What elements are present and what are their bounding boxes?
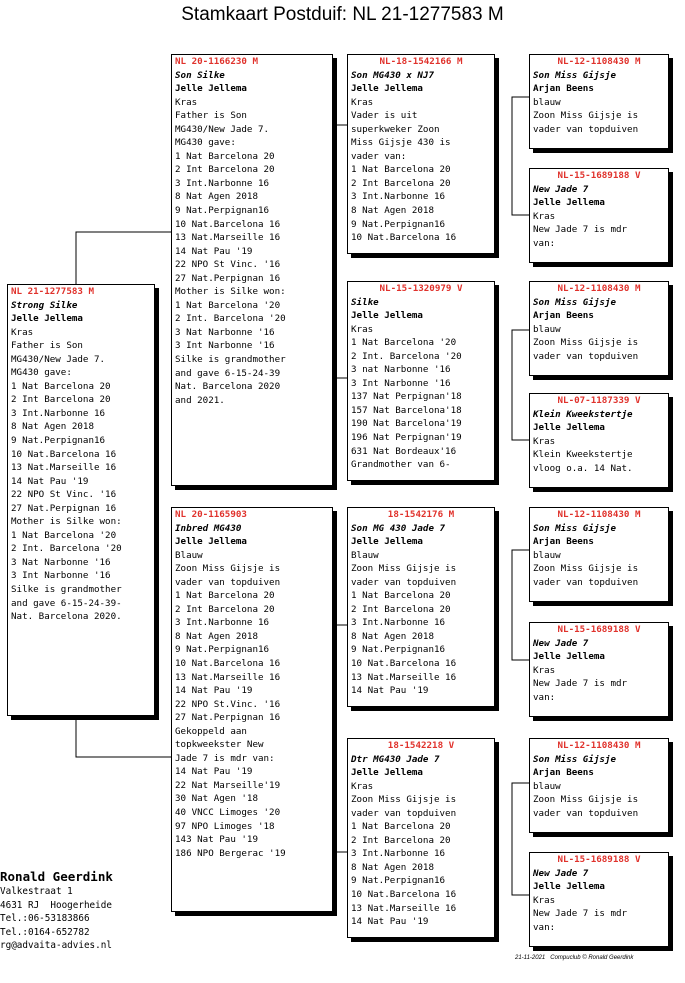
remark-line: 14 Nat Pau '19 <box>175 766 253 778</box>
ring-number: NL 20-1166230 M <box>175 56 258 67</box>
remark-line: Zoon Miss Gijsje is <box>533 794 639 806</box>
mfm-card <box>529 622 669 717</box>
remark-line: New Jade 7 is mdr <box>533 678 628 690</box>
breeder-name: Jelle Jellema <box>175 536 247 548</box>
remark-line: 2 Int Barcelona 20 <box>351 177 451 189</box>
remark-line: 2 Int Barcelona 20 <box>175 164 275 176</box>
remark-line: 1 Nat Barcelona '20 <box>351 337 457 349</box>
pigeon-color: blauw <box>533 549 561 561</box>
remark-line: 3 Int.Narbonne 16 <box>351 617 446 629</box>
breeder-name: Jelle Jellema <box>351 310 423 322</box>
remark-line: 14 Nat Pau '19 <box>11 475 89 487</box>
mmf-card <box>529 738 669 833</box>
ring-number: NL-12-1108430 M <box>557 740 641 751</box>
remark-line: 10 Nat.Barcelona 16 <box>351 658 457 670</box>
remark-line: 14 Nat Pau '19 <box>351 916 429 928</box>
pigeon-color: blauw <box>533 323 561 335</box>
ring-number: NL-15-1689188 V <box>557 170 641 181</box>
remark-line: vader van: <box>351 150 407 162</box>
owner-email: rg@advaita-advies.nl <box>0 940 112 952</box>
remark-line: 1 Nat Barcelona 20 <box>351 590 451 602</box>
remarks <box>351 109 491 244</box>
remarks <box>533 907 665 934</box>
remark-line: Vader is uit <box>351 110 418 122</box>
remark-line: Nat. Barcelona 2020 <box>175 381 281 393</box>
remarks <box>533 336 665 363</box>
fmf-card <box>529 281 669 376</box>
fmm-card <box>529 393 669 488</box>
pigeon-name: Dtr MG430 Jade 7 <box>351 753 440 765</box>
remark-line: 3 nat Narbonne '16 <box>351 364 451 376</box>
owner-name: Ronald Geerdink <box>0 869 113 884</box>
remark-line: Silke is grandmother <box>11 584 122 596</box>
remark-line: vloog o.a. 14 Nat. <box>533 462 633 474</box>
remark-line: 3 Int.Narbonne 16 <box>351 848 446 860</box>
remark-line: 9 Nat.Perpignan16 <box>175 205 270 217</box>
remark-line: 8 Nat Agen 2018 <box>351 205 434 217</box>
remark-line: Father is Son <box>175 110 247 122</box>
remark-line: 137 Nat Perpignan'18 <box>351 391 462 403</box>
pigeon-color: Kras <box>533 435 556 447</box>
remark-line: 13 Nat.Marseille 16 <box>351 671 457 683</box>
mff-card <box>529 507 669 602</box>
remark-line: 14 Nat Pau '19 <box>351 685 429 697</box>
remark-line: 14 Nat Pau '19 <box>175 245 253 257</box>
pigeon-name: New Jade 7 <box>533 183 589 195</box>
remark-line: Zoon Miss Gijsje is <box>533 563 639 575</box>
remark-line: 2 Int. Barcelona '20 <box>175 313 286 325</box>
breeder-name: Jelle Jellema <box>533 651 605 663</box>
remark-line: 9 Nat.Perpignan16 <box>351 875 446 887</box>
breeder-name: Jelle Jellema <box>11 313 83 325</box>
father-mother-card <box>347 281 495 481</box>
pigeon-color: Kras <box>175 96 198 108</box>
pigeon-name: New Jade 7 <box>533 867 589 879</box>
remark-line: and 2021. <box>175 394 225 406</box>
pigeon-color: Kras <box>351 96 374 108</box>
pigeon-color: Kras <box>11 326 34 338</box>
ring-number: NL-12-1108430 M <box>557 283 641 294</box>
remark-line: vader van topduiven <box>351 807 457 819</box>
remark-line: 8 Nat Agen 2018 <box>175 191 258 203</box>
pigeon-name: Klein Kweekstertje <box>533 408 633 420</box>
remark-line: 13 Nat.Marseille 16 <box>175 232 281 244</box>
remarks <box>533 223 665 250</box>
remark-line: Klein Kweekstertje <box>533 449 633 461</box>
breeder-name: Arjan Beens <box>533 536 594 548</box>
remark-line: 3 Int.Narbonne 16 <box>175 177 270 189</box>
remark-line: 27 Nat.Perpignan 16 <box>11 502 117 514</box>
ring-number: 18-1542218 V <box>387 740 455 751</box>
mmm-card <box>529 852 669 947</box>
remark-line: New Jade 7 is mdr <box>533 908 628 920</box>
pigeon-color: Kras <box>533 894 556 906</box>
remark-line: vader van topduiven <box>533 123 639 135</box>
remark-line: 3 Int.Narbonne 16 <box>11 407 106 419</box>
remark-line: and gave 6-15-24-39- <box>11 597 122 609</box>
remark-line: Zoon Miss Gijsje is <box>533 337 639 349</box>
remarks <box>11 339 151 623</box>
remarks <box>351 793 491 928</box>
remark-line: 2 Int Barcelona 20 <box>351 834 451 846</box>
remark-line: MG430/New Jade 7. <box>11 353 106 365</box>
remark-line: 186 NPO Bergerac '19 <box>175 847 286 859</box>
pigeon-name: Silke <box>351 296 379 308</box>
remark-line: 157 Nat Barcelona'18 <box>351 404 462 416</box>
pigeon-name: Son Miss Gijsje <box>533 522 616 534</box>
pigeon-color: blauw <box>533 96 561 108</box>
remarks <box>533 109 665 136</box>
breeder-name: Arjan Beens <box>533 310 594 322</box>
remark-line: 10 Nat.Barcelona 16 <box>351 232 457 244</box>
remarks <box>175 562 329 860</box>
father-card <box>171 54 333 486</box>
remark-line: Zoon Miss Gijsje is <box>351 794 457 806</box>
father-father-card <box>347 54 495 254</box>
remark-line: 14 Nat Pau '19 <box>175 685 253 697</box>
remark-line: superkweker Zoon <box>351 123 440 135</box>
remark-line: 8 Nat Agen 2018 <box>175 630 258 642</box>
remark-line: 9 Nat.Perpignan16 <box>175 644 270 656</box>
remark-line: MG430 gave: <box>175 137 236 149</box>
remark-line: Nat. Barcelona 2020. <box>11 611 122 623</box>
breeder-name: Jelle Jellema <box>533 422 605 434</box>
pigeon-name: Strong Silke <box>11 299 78 311</box>
ring-number: NL-12-1108430 M <box>557 509 641 520</box>
remark-line: vader van topduiven <box>533 350 639 362</box>
pigeon-name: Son MG430 x NJ7 <box>351 69 434 81</box>
breeder-name: Arjan Beens <box>533 83 594 95</box>
remarks <box>533 448 665 475</box>
remark-line: Mother is Silke won: <box>175 286 286 298</box>
breeder-name: Jelle Jellema <box>175 83 247 95</box>
remark-line: 3 Int.Narbonne 16 <box>351 191 446 203</box>
mother-card <box>171 507 333 912</box>
remark-line: 10 Nat.Barcelona 16 <box>351 889 457 901</box>
remark-line: 3 Int Narbonne '16 <box>351 377 451 389</box>
remark-line: 3 Int.Narbonne 16 <box>175 617 270 629</box>
remark-line: 27 Nat.Perpignan 16 <box>175 272 281 284</box>
remark-line: vader van topduiven <box>351 576 457 588</box>
ring-number: NL-15-1689188 V <box>557 854 641 865</box>
remark-line: 2 Int Barcelona 20 <box>351 603 451 615</box>
ring-number: NL-07-1187339 V <box>557 395 641 406</box>
remark-line: 2 Int Barcelona 20 <box>11 394 111 406</box>
remark-line: 13 Nat.Marseille 16 <box>11 462 117 474</box>
remark-line: 631 Nat Bordeaux'16 <box>351 445 457 457</box>
pigeon-color: Kras <box>351 323 374 335</box>
pigeon-name: New Jade 7 <box>533 637 589 649</box>
remark-line: Zoon Miss Gijsje is <box>351 563 457 575</box>
remark-line: 9 Nat.Perpignan16 <box>11 435 106 447</box>
ring-number: NL-18-1542166 M <box>379 56 463 67</box>
remark-line: 8 Nat Agen 2018 <box>351 630 434 642</box>
remark-line: 1 Nat Barcelona 20 <box>175 150 275 162</box>
remark-line: 13 Nat.Marseille 16 <box>175 671 281 683</box>
remark-line: 190 Nat Barcelona'19 <box>351 418 462 430</box>
remark-line: 30 Nat Agen '18 <box>175 793 258 805</box>
pigeon-name: Son MG 430 Jade 7 <box>351 522 446 534</box>
remark-line: 3 Int Narbonne '16 <box>11 570 111 582</box>
owner-phone-mobile: Tel.:06-53183866 <box>0 913 90 925</box>
remark-line: MG430/New Jade 7. <box>175 123 270 135</box>
remark-line: 1 Nat Barcelona 20 <box>351 821 451 833</box>
remark-line: 10 Nat.Barcelona 16 <box>175 658 281 670</box>
remark-line: 1 Nat Barcelona '20 <box>175 299 281 311</box>
remark-line: van: <box>533 237 556 249</box>
breeder-name: Jelle Jellema <box>533 197 605 209</box>
remark-line: vader van topduiven <box>175 576 281 588</box>
remark-line: 8 Nat Agen 2018 <box>351 861 434 873</box>
breeder-name: Jelle Jellema <box>351 83 423 95</box>
breeder-name: Jelle Jellema <box>351 536 423 548</box>
pigeon-color: Kras <box>351 780 374 792</box>
remark-line: 22 NPO St Vinc. '16 <box>11 489 117 501</box>
remark-line: van: <box>533 921 556 933</box>
pigeon-color: Kras <box>533 664 556 676</box>
remark-line: New Jade 7 is mdr <box>533 224 628 236</box>
breeder-name: Jelle Jellema <box>533 881 605 893</box>
remark-line: and gave 6-15-24-39 <box>175 367 281 379</box>
fff-card <box>529 54 669 149</box>
ring-number: NL-12-1108430 M <box>557 56 641 67</box>
owner-city: 4631 RJ Hoogerheide <box>0 899 112 911</box>
remark-line: Jade 7 is mdr van: <box>175 752 275 764</box>
pigeon-name: Son Silke <box>175 69 225 81</box>
mother-father-card <box>347 507 495 707</box>
remark-line: Mother is Silke won: <box>11 516 122 528</box>
pigeon-color: Blauw <box>175 549 203 561</box>
ffm-card <box>529 168 669 263</box>
remark-line: 1 Nat Barcelona 20 <box>351 164 451 176</box>
remark-line: 2 Int. Barcelona '20 <box>351 350 462 362</box>
remark-line: 22 NPO St.Vinc. '16 <box>175 698 281 710</box>
remark-line: MG430 gave: <box>11 367 72 379</box>
pigeon-color: Kras <box>533 210 556 222</box>
remark-line: vader van topduiven <box>533 576 639 588</box>
breeder-name: Arjan Beens <box>533 767 594 779</box>
remark-line: 3 Nat Narbonne '16 <box>175 326 275 338</box>
pigeon-name: Son Miss Gijsje <box>533 296 616 308</box>
owner-info <box>0 869 113 953</box>
remark-line: vader van topduiven <box>533 807 639 819</box>
remark-line: 13 Nat.Marseille 16 <box>351 902 457 914</box>
remarks <box>533 677 665 704</box>
remark-line: topkweekster New <box>175 739 264 751</box>
remark-line: 196 Nat Perpignan'19 <box>351 432 462 444</box>
remark-line: 97 NPO Limoges '18 <box>175 820 275 832</box>
pigeon-name: Inbred MG430 <box>175 522 242 534</box>
remark-line: 22 Nat Marseille'19 <box>175 779 281 791</box>
remark-line: 9 Nat.Perpignan16 <box>351 644 446 656</box>
remark-line: 10 Nat.Barcelona 16 <box>11 448 117 460</box>
remark-line: Father is Son <box>11 340 83 352</box>
breeder-name: Jelle Jellema <box>351 767 423 779</box>
remark-line: 9 Nat.Perpignan16 <box>351 218 446 230</box>
mother-mother-card <box>347 738 495 938</box>
remark-line: Miss Gijsje 430 is <box>351 137 451 149</box>
remark-line: 1 Nat Barcelona 20 <box>11 380 111 392</box>
page-title: Stamkaart Postduif: NL 21-1277583 M <box>181 4 504 25</box>
remarks <box>351 562 491 697</box>
ring-number: NL 20-1165903 <box>175 509 247 520</box>
remark-line: Grandmother van 6- <box>351 459 451 471</box>
remarks <box>175 109 329 407</box>
remark-line: 27 Nat.Perpignan 16 <box>175 712 281 724</box>
remark-line: 8 Nat Agen 2018 <box>11 421 94 433</box>
remarks <box>351 336 491 471</box>
owner-address: Valkestraat 1 <box>0 886 73 897</box>
remark-line: 1 Nat Barcelona '20 <box>11 529 117 541</box>
ring-number: 18-1542176 M <box>387 509 455 520</box>
remark-line: 3 Int Narbonne '16 <box>175 340 275 352</box>
pigeon-color: blauw <box>533 780 561 792</box>
remark-line: 2 Int. Barcelona '20 <box>11 543 122 555</box>
ring-number: NL 21-1277583 M <box>11 286 94 297</box>
remark-line: 10 Nat.Barcelona 16 <box>175 218 281 230</box>
ring-number: NL-15-1689188 V <box>557 624 641 635</box>
remarks <box>533 793 665 820</box>
owner-phone-landline: Tel.:0164-652782 <box>0 926 90 938</box>
ring-number: NL-15-1320979 V <box>379 283 463 294</box>
remark-line: 3 Nat Narbonne '16 <box>11 556 111 568</box>
pigeon-name: Son Miss Gijsje <box>533 753 616 765</box>
pigeon-color: Blauw <box>351 549 379 561</box>
remark-line: Gekoppeld aan <box>175 725 247 737</box>
remark-line: 143 Nat Pau '19 <box>175 834 258 846</box>
remark-line: 2 Int Barcelona 20 <box>175 603 275 615</box>
remark-line: Zoon Miss Gijsje is <box>533 110 639 122</box>
remark-line: 1 Nat Barcelona 20 <box>175 590 275 602</box>
remark-line: Zoon Miss Gijsje is <box>175 563 281 575</box>
remark-line: Silke is grandmother <box>175 354 286 366</box>
remark-line: 22 NPO St Vinc. '16 <box>175 259 281 271</box>
footer-credit: 21-11-2021 Compuclub © Ronald Geerdink <box>515 955 634 961</box>
remark-line: van: <box>533 691 556 703</box>
subject-card <box>7 284 155 716</box>
remark-line: 40 VNCC Limoges '20 <box>175 807 281 819</box>
pigeon-name: Son Miss Gijsje <box>533 69 616 81</box>
remarks <box>533 562 665 589</box>
